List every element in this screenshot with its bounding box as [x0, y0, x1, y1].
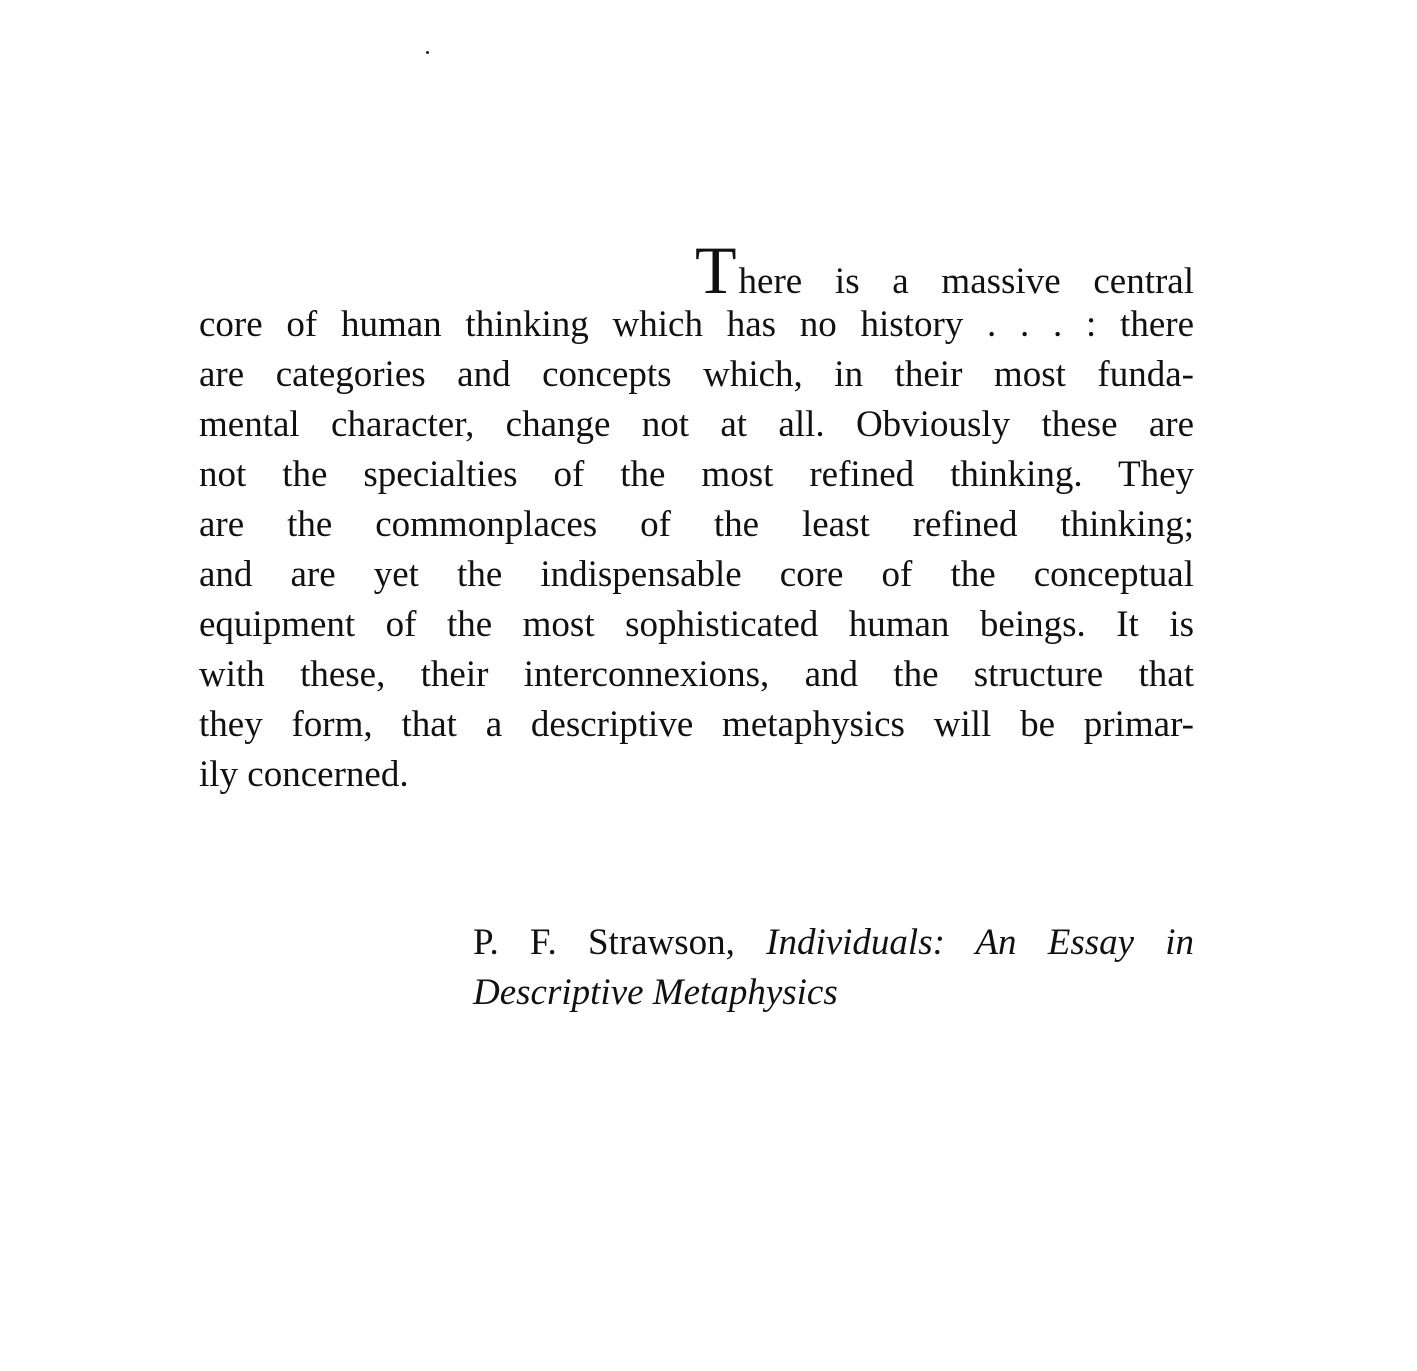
- quote-line-6: are the commonplaces of the least refined thinking;: [199, 504, 1194, 545]
- attribution-title-part2: Descriptive Metaphysics: [473, 972, 838, 1013]
- quote-line-9: with these, their interconnexions, and the structure that: [199, 654, 1194, 695]
- quote-line-1: [199, 232, 1194, 308]
- quote-line-8: equipment of the most sophisticated human beings. It is: [199, 604, 1194, 645]
- quote-line-1-text: here is a massive central: [738, 261, 1194, 302]
- attribution-title-part1: Individuals: An Essay in: [766, 922, 1195, 963]
- attribution: [473, 918, 1194, 1018]
- quote-line-3: are categories and concepts which, in their most funda-: [199, 354, 1194, 395]
- quote-line-5: not the specialties of the most refined thinking. They: [199, 454, 1194, 495]
- quote-line-2: core of human thinking which has no history . . . : there: [199, 304, 1194, 345]
- attribution-line-1: [473, 918, 1194, 968]
- epigraph-quote: [199, 232, 1194, 800]
- quote-line-10: they form, that a descriptive metaphysics will be primar-: [199, 704, 1194, 745]
- attribution-author: P. F. Strawson,: [473, 922, 735, 963]
- drop-cap: T: [695, 232, 737, 308]
- quote-line-4: mental character, change not at all. Obviously these are: [199, 404, 1194, 445]
- quote-line-11: ily concerned.: [199, 754, 409, 795]
- quote-line-7: and are yet the indispensable core of the conceptual: [199, 554, 1194, 595]
- stray-dot: [426, 51, 429, 54]
